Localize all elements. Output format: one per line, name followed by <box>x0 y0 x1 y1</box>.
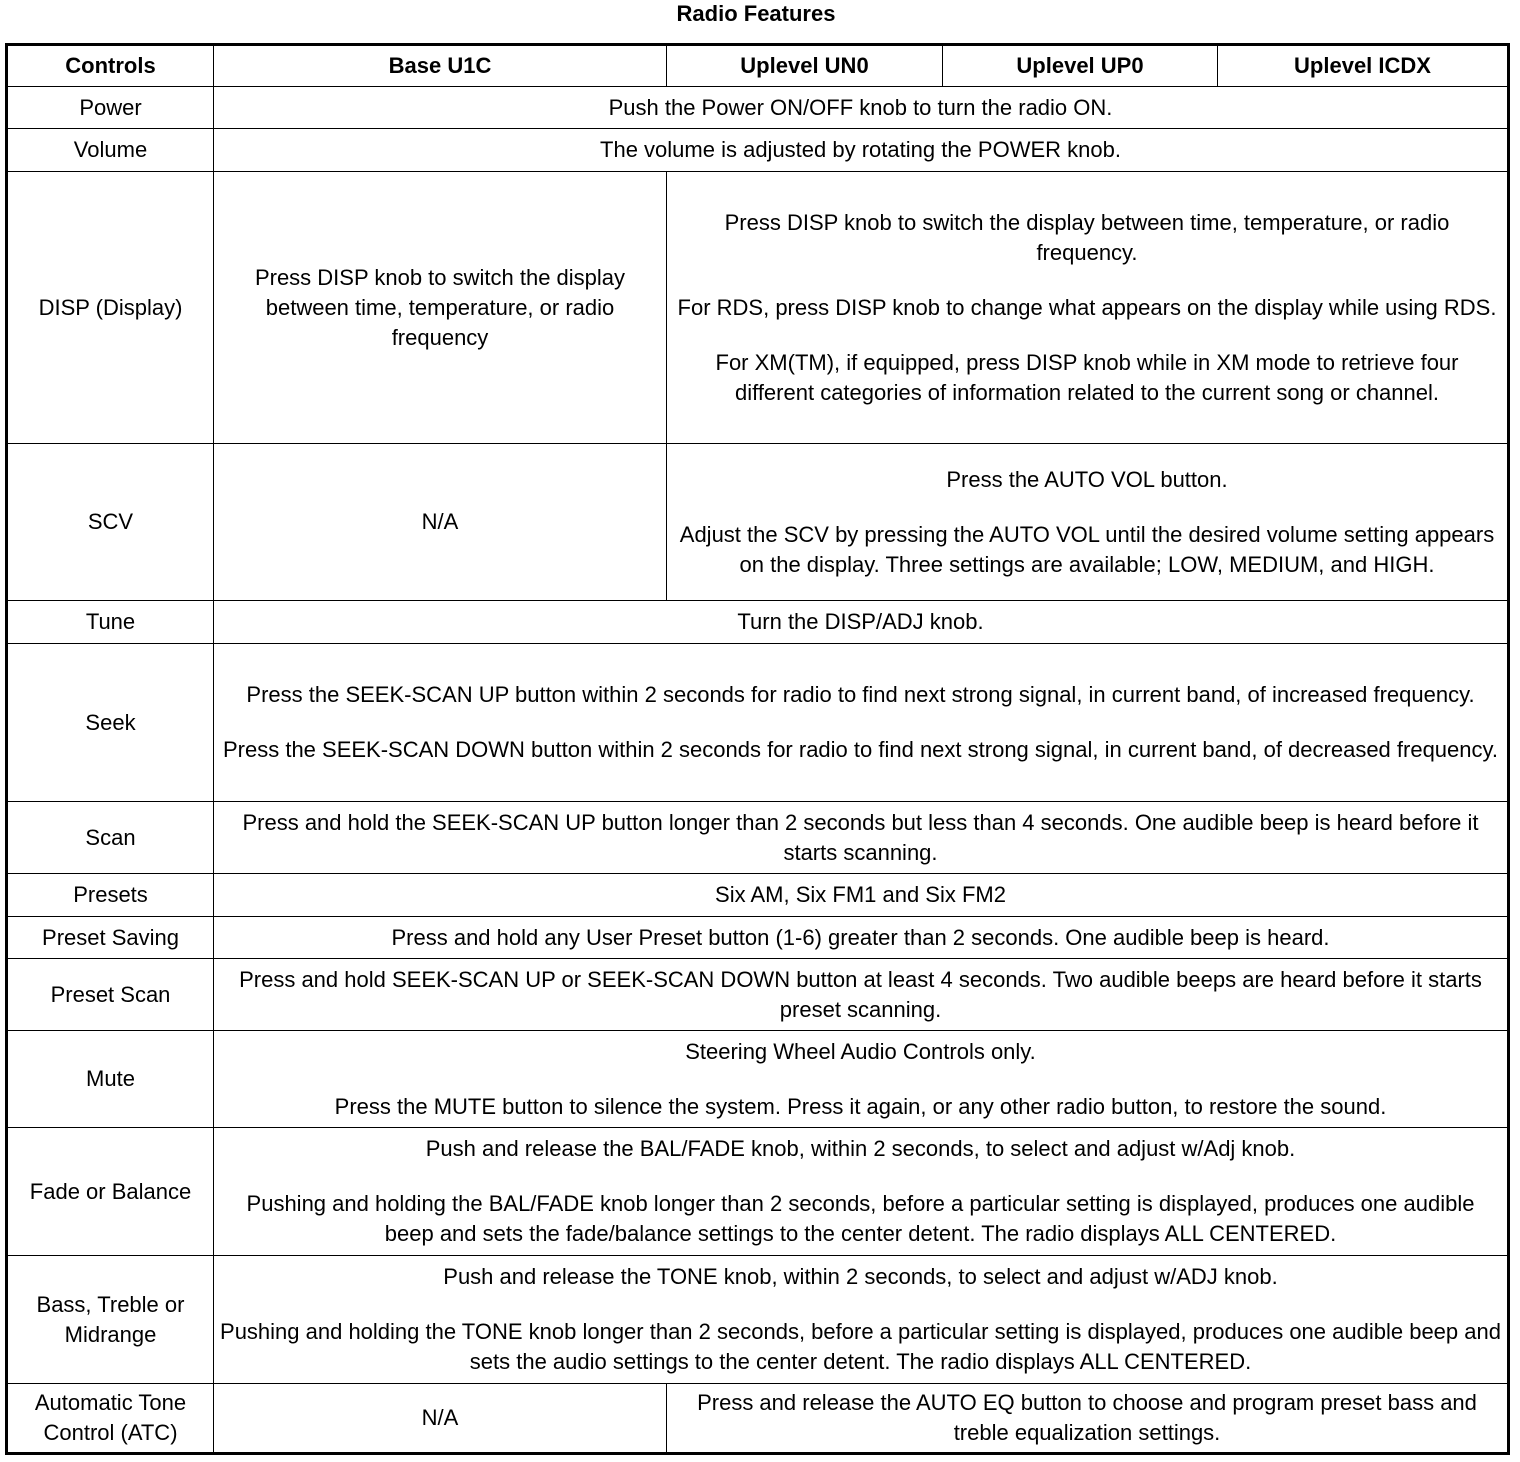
atc-uplevel-description: Press and release the AUTO EQ button to choose and program preset bass and treble equalization settings. <box>667 1384 1509 1454</box>
mute-paragraph: Steering Wheel Audio Controls only. <box>685 1038 1036 1064</box>
mute-paragraph: Press the MUTE button to silence the system. Press it again, or any other radio button, to restore the sound. <box>334 1093 1387 1119</box>
table-row-scv <box>7 444 1509 601</box>
row-label-tone: Bass, Treble or Midrange <box>7 1256 214 1384</box>
table-row-power <box>7 87 1509 129</box>
scv-uplevel-description <box>667 444 1509 601</box>
tone-paragraph: Pushing and holding the TONE knob longer than 2 seconds, before a particular setting is displayed, produces one audible beep and sets the audio settings to the center detent. The radio displays ALL CENTERED. <box>220 1319 1501 1374</box>
page-title: Radio Features <box>676 1 836 26</box>
row-label-volume: Volume <box>7 129 214 172</box>
atc-base-description: N/A <box>214 1384 667 1454</box>
header-uplevel-un0: Uplevel UN0 <box>667 45 943 87</box>
preset-saving-description: Press and hold any User Preset button (1-6) greater than 2 seconds. One audible beep is heard. <box>214 917 1509 959</box>
seek-paragraph: Press the SEEK-SCAN UP button within 2 seconds for radio to find next strong signal, in current band, of increased frequency. <box>246 682 1475 707</box>
row-label-presets: Presets <box>7 874 214 917</box>
row-label-tune: Tune <box>7 601 214 644</box>
tone-paragraph: Push and release the TONE knob, within 2 seconds, to select and adjust w/ADJ knob. <box>443 1264 1278 1289</box>
power-description: Push the Power ON/OFF knob to turn the radio ON. <box>214 87 1509 129</box>
row-label-scv: SCV <box>7 444 214 601</box>
header-uplevel-icdx: Uplevel ICDX <box>1218 45 1509 87</box>
scv-uplevel-paragraph: Press the AUTO VOL button. <box>946 466 1228 492</box>
preset-scan-description: Press and hold SEEK-SCAN UP or SEEK-SCAN DOWN button at least 4 seconds. Two audible beeps are heard before it starts preset scanning. <box>214 959 1509 1031</box>
header-uplevel-up0: Uplevel UP0 <box>943 45 1218 87</box>
fade-description <box>214 1128 1509 1256</box>
header-row <box>7 45 1509 87</box>
table-row-tune <box>7 601 1509 644</box>
seek-description <box>214 644 1509 802</box>
row-label-scan: Scan <box>7 802 214 874</box>
row-label-power: Power <box>7 87 214 129</box>
scv-uplevel-paragraph: Adjust the SCV by pressing the AUTO VOL until the desired volume setting appears on the display. Three settings are available; LOW, MEDIUM, and HIGH. <box>679 521 1495 577</box>
table-row-fade <box>7 1128 1509 1256</box>
header-base-u1c: Base U1C <box>214 45 667 87</box>
disp-base-description: Press DISP knob to switch the display between time, temperature, or radio frequency <box>214 172 667 444</box>
scan-description: Press and hold the SEEK-SCAN UP button longer than 2 seconds but less than 4 seconds. One audible beep is heard before it starts scanning. <box>214 802 1509 874</box>
fade-paragraph: Pushing and holding the BAL/FADE knob longer than 2 seconds, before a particular setting is displayed, produces one audible beep and sets the fade/balance settings to the center detent. The radio displays ALL CENTERED. <box>246 1191 1475 1246</box>
disp-uplevel-paragraph: Press DISP knob to switch the display between time, temperature, or radio frequency. <box>724 209 1450 265</box>
row-label-mute: Mute <box>7 1031 214 1128</box>
tune-description: Turn the DISP/ADJ knob. <box>214 601 1509 644</box>
radio-features-table <box>5 43 1510 1455</box>
table-row-disp <box>7 172 1509 444</box>
row-label-fade: Fade or Balance <box>7 1128 214 1256</box>
scv-base-description: N/A <box>214 444 667 601</box>
table-row-volume <box>7 129 1509 172</box>
volume-description: The volume is adjusted by rotating the POWER knob. <box>214 129 1509 172</box>
row-label-preset-saving: Preset Saving <box>7 917 214 959</box>
disp-uplevel-description <box>667 172 1509 444</box>
row-label-preset-scan: Preset Scan <box>7 959 214 1031</box>
seek-paragraph: Press the SEEK-SCAN DOWN button within 2 seconds for radio to find next strong signal, in current band, of decreased frequency. <box>222 737 1498 762</box>
row-label-seek: Seek <box>7 644 214 802</box>
disp-uplevel-paragraph: For XM(TM), if equipped, press DISP knob while in XM mode to retrieve four different categories of information related to the current song or channel. <box>715 349 1459 405</box>
disp-uplevel-paragraph: For RDS, press DISP knob to change what appears on the display while using RDS. <box>677 294 1497 320</box>
fade-paragraph: Push and release the BAL/FADE knob, within 2 seconds, to select and adjust w/Adj knob. <box>425 1136 1296 1161</box>
table-row-presets <box>7 874 1509 917</box>
table-row-scan <box>7 802 1509 874</box>
table-row-preset-scan <box>7 959 1509 1031</box>
table-row-preset-saving <box>7 917 1509 959</box>
table-row-tone <box>7 1256 1509 1384</box>
row-label-atc: Automatic Tone Control (ATC) <box>7 1384 214 1454</box>
mute-description <box>214 1031 1509 1128</box>
row-label-disp: DISP (Display) <box>7 172 214 444</box>
presets-description: Six AM, Six FM1 and Six FM2 <box>214 874 1509 917</box>
table-row-mute <box>7 1031 1509 1128</box>
tone-description <box>214 1256 1509 1384</box>
table-row-atc <box>7 1384 1509 1454</box>
header-controls: Controls <box>7 45 214 87</box>
table-row-seek <box>7 644 1509 802</box>
